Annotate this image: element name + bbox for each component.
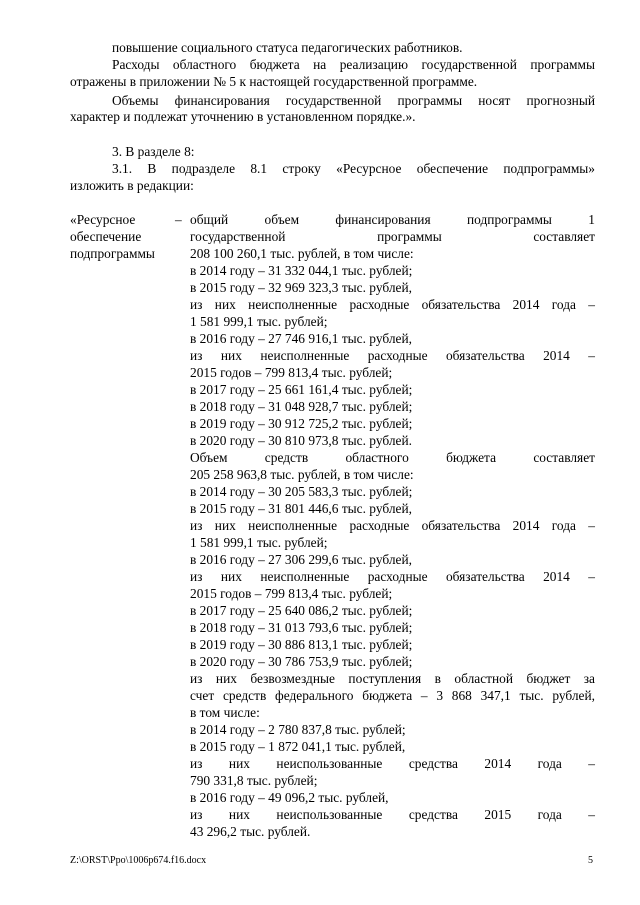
- content-line: из них неиспользованные средства 2015 года –: [190, 807, 595, 822]
- content-line: в 2015 году – 32 969 323,3 тыс. рублей,: [190, 280, 412, 295]
- content-line: в 2017 году – 25 661 161,4 тыс. рублей;: [190, 382, 413, 397]
- content-line: государственной программы составляет: [190, 229, 595, 244]
- content-line: в 2015 году – 1 872 041,1 тыс. рублей,: [190, 739, 406, 754]
- content-line: из них неисполненные расходные обязательства 2014 года –: [190, 297, 595, 312]
- row-dash: –: [175, 212, 182, 227]
- intro-line: изложить в редакции:: [70, 178, 194, 193]
- intro-line: характер и подлежат уточнению в установленном порядке.».: [70, 109, 416, 124]
- content-line: в 2017 году – 25 640 086,2 тыс. рублей;: [190, 603, 413, 618]
- content-line: из них неисполненные расходные обязательства 2014 года –: [190, 518, 595, 533]
- content-line: счет средств федерального бюджета – 3 868 347,1 тыс. рублей,: [190, 688, 595, 703]
- content-line: в 2019 году – 30 912 725,2 тыс. рублей;: [190, 416, 413, 431]
- content-line: 205 258 963,8 тыс. рублей, в том числе:: [190, 467, 414, 482]
- content-line: в 2014 году – 31 332 044,1 тыс. рублей;: [190, 263, 413, 278]
- content-line: в том числе:: [190, 705, 260, 720]
- intro-line: 3.1. В подразделе 8.1 строку «Ресурсное обеспечение подпрограммы»: [112, 161, 595, 176]
- content-line: в 2016 году – 49 096,2 тыс. рублей,: [190, 790, 389, 805]
- content-line: в 2015 году – 31 801 446,6 тыс. рублей,: [190, 501, 412, 516]
- intro-line: повышение социального статуса педагогических работников.: [112, 40, 463, 55]
- content-line: 43 296,2 тыс. рублей.: [190, 824, 311, 839]
- content-line: 2015 годов – 799 813,4 тыс. рублей;: [190, 586, 393, 601]
- content-line: в 2019 году – 30 886 813,1 тыс. рублей;: [190, 637, 413, 652]
- content-line: в 2014 году – 30 205 583,3 тыс. рублей;: [190, 484, 413, 499]
- row-label: подпрограммы: [70, 246, 155, 261]
- content-line: в 2016 году – 27 746 916,1 тыс. рублей,: [190, 331, 412, 346]
- content-line: из них неисполненные расходные обязательства 2014 –: [190, 569, 595, 584]
- content-line: общий объем финансирования подпрограммы 1: [190, 212, 595, 227]
- row-label: «Ресурсное: [70, 212, 136, 227]
- page-number: 5: [588, 855, 593, 866]
- row-label: обеспечение: [70, 229, 142, 244]
- content-line: 2015 годов – 799 813,4 тыс. рублей;: [190, 365, 393, 380]
- content-line: в 2018 году – 31 013 793,6 тыс. рублей;: [190, 620, 413, 635]
- content-line: в 2020 году – 30 810 973,8 тыс. рублей.: [190, 433, 412, 448]
- content-line: в 2020 году – 30 786 753,9 тыс. рублей;: [190, 654, 413, 669]
- content-line: 1 581 999,1 тыс. рублей;: [190, 314, 328, 329]
- content-line: 208 100 260,1 тыс. рублей, в том числе:: [190, 246, 414, 261]
- section-heading: 3. В разделе 8:: [112, 144, 195, 159]
- content-line: в 2016 году – 27 306 299,6 тыс. рублей,: [190, 552, 412, 567]
- content-line: в 2014 году – 2 780 837,8 тыс. рублей;: [190, 722, 406, 737]
- intro-line: Объемы финансирования государственной программы носят прогнозный: [112, 93, 595, 108]
- content-line: 790 331,8 тыс. рублей;: [190, 773, 318, 788]
- content-line: из них безвозмездные поступления в областной бюджет за: [190, 671, 595, 686]
- content-line: 1 581 999,1 тыс. рублей;: [190, 535, 328, 550]
- intro-line: Расходы областного бюджета на реализацию государственной программы: [112, 57, 595, 72]
- content-line: в 2018 году – 31 048 928,7 тыс. рублей;: [190, 399, 413, 414]
- content-line: из них неиспользованные средства 2014 года –: [190, 756, 595, 771]
- intro-line: отражены в приложении № 5 к настоящей государственной программе.: [70, 74, 478, 89]
- content-line: Объем средств областного бюджета составляет: [190, 450, 595, 465]
- footer-file-path: Z:\ORST\Ppo\1006p674.f16.docx: [70, 855, 207, 866]
- content-line: из них неисполненные расходные обязательства 2014 –: [190, 348, 595, 363]
